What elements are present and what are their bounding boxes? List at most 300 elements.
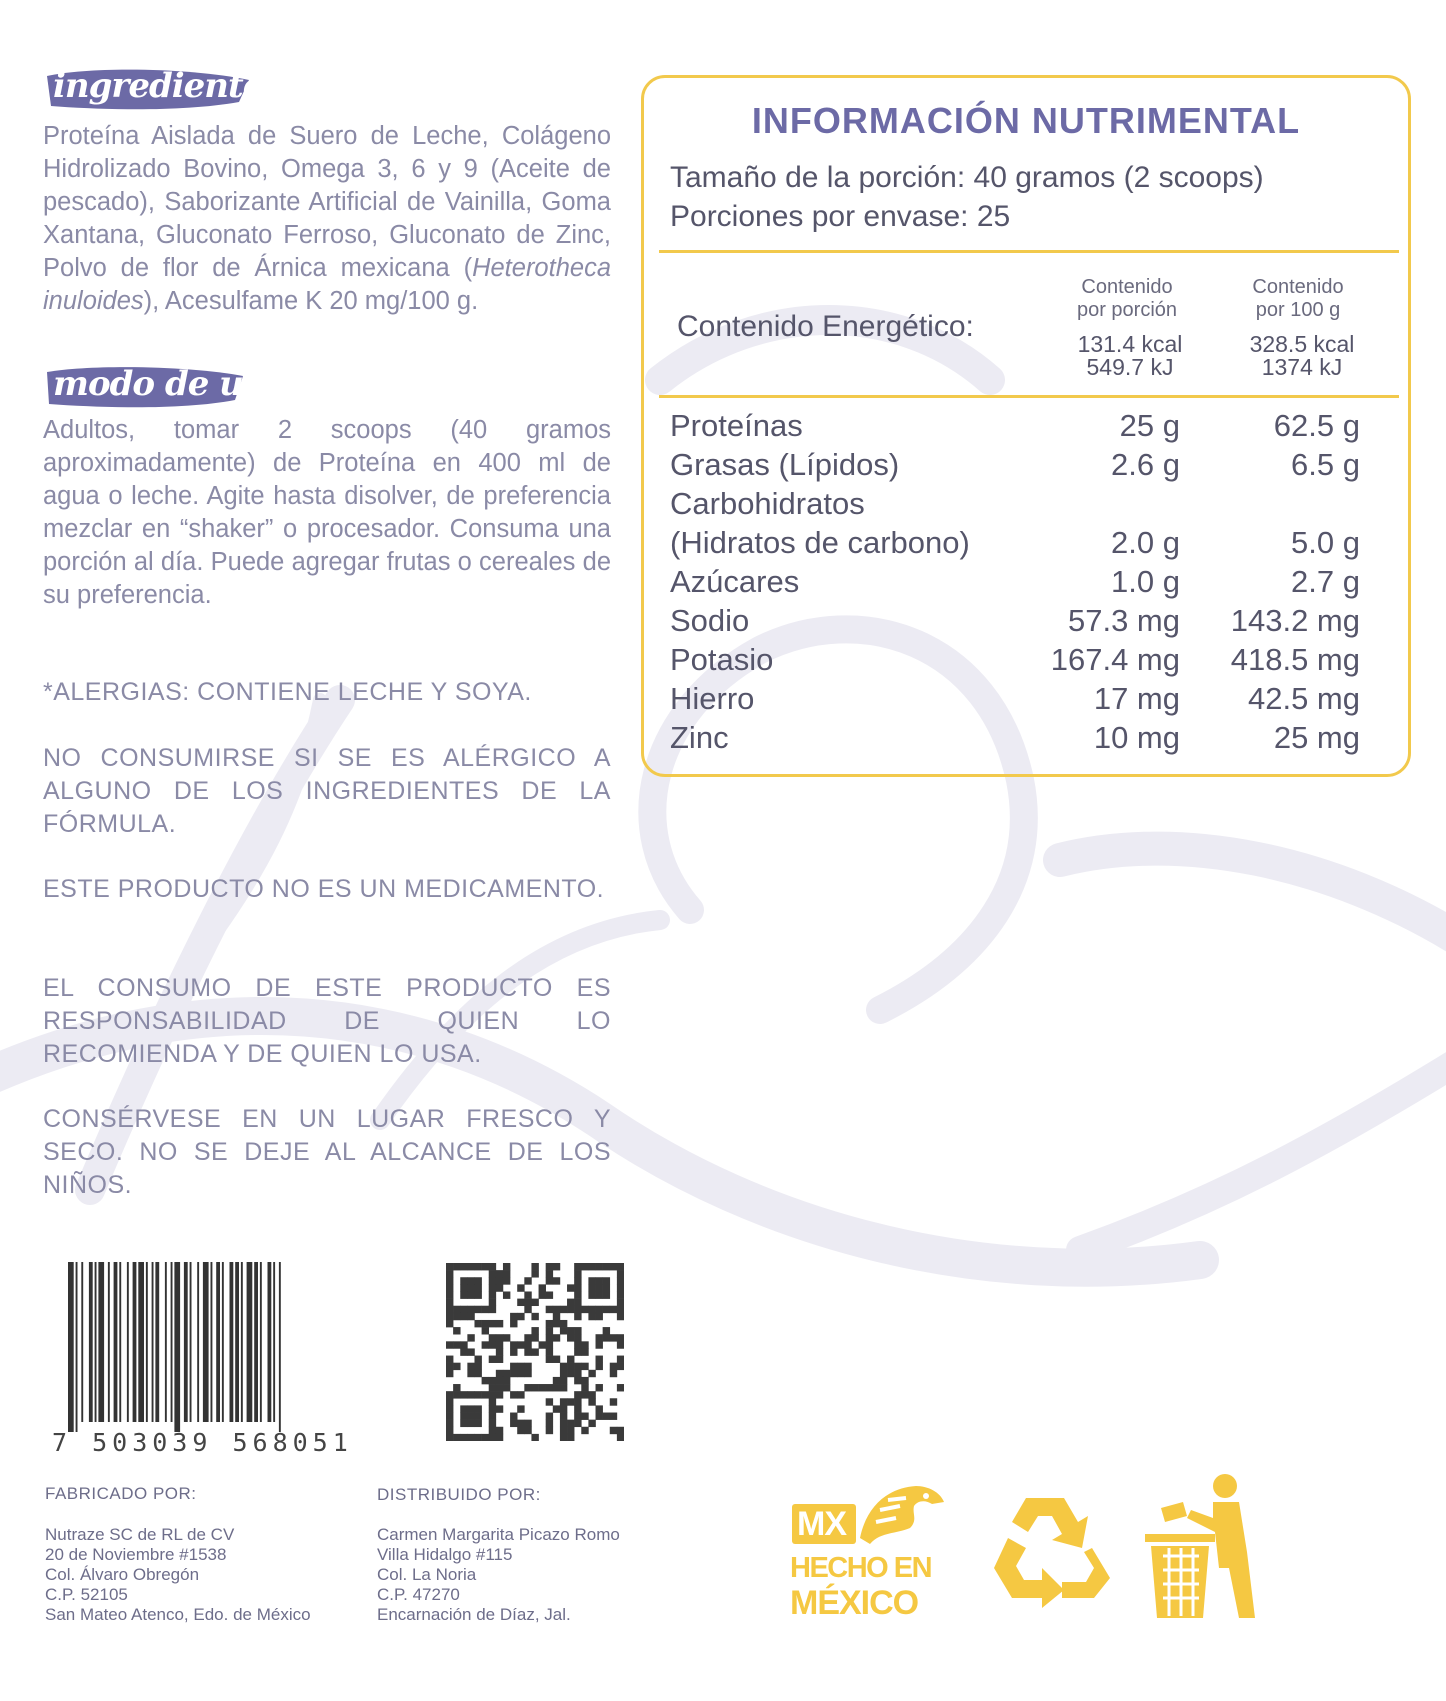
barcode-bar (241, 1262, 243, 1422)
qr-code-icon (446, 1263, 624, 1441)
distributor-line: Villa Hidalgo #115 (377, 1545, 513, 1564)
qr-module (524, 1420, 531, 1427)
qr-module (610, 1398, 617, 1405)
qr-module (560, 1420, 567, 1427)
qr-module (567, 1327, 574, 1334)
barcode-bar (260, 1262, 262, 1422)
qr-module (489, 1277, 496, 1284)
barcode-bar (279, 1262, 281, 1432)
qr-module (510, 1348, 517, 1355)
qr-module (546, 1327, 553, 1334)
qr-module (581, 1348, 588, 1355)
qr-module (574, 1363, 581, 1370)
qr-module (474, 1363, 481, 1370)
qr-module (489, 1405, 496, 1412)
qr-module (588, 1263, 595, 1270)
qr-module (489, 1434, 496, 1441)
qr-module (503, 1334, 510, 1341)
qr-module (531, 1299, 538, 1306)
qr-module (496, 1270, 503, 1277)
qr-module (524, 1334, 531, 1341)
qr-module (460, 1313, 467, 1320)
barcode-bar (197, 1262, 199, 1422)
barcode-bar (133, 1262, 137, 1422)
qr-module (489, 1420, 496, 1427)
qr-module (574, 1263, 581, 1270)
qr-module (453, 1263, 460, 1270)
qr-module (524, 1427, 531, 1434)
col2-header-1: Contenido (1252, 276, 1344, 298)
qr-module (553, 1313, 560, 1320)
qr-module (617, 1356, 624, 1363)
qr-module (489, 1299, 496, 1306)
qr-module (546, 1306, 553, 1313)
col1-kcal: 131.4 kcal (1077, 331, 1183, 357)
qr-module (539, 1341, 546, 1348)
qr-module (574, 1398, 581, 1405)
qr-module (467, 1334, 474, 1341)
qr-module (553, 1277, 560, 1284)
qr-module (467, 1284, 474, 1291)
qr-module (474, 1391, 481, 1398)
qr-module (546, 1420, 553, 1427)
qr-module (531, 1313, 538, 1320)
nutrient-row: Sodio 57.3 mg 143.2 mg (670, 603, 1360, 638)
nutrient-row: Azúcares 1.0 g 2.7 g (670, 564, 1360, 599)
qr-module (496, 1405, 503, 1412)
qr-module (446, 1284, 453, 1291)
barcode-bar (76, 1262, 78, 1432)
qr-module (524, 1363, 531, 1370)
barcode-bar (81, 1262, 83, 1422)
qr-module (574, 1277, 581, 1284)
qr-module (474, 1420, 481, 1427)
qr-module (496, 1341, 503, 1348)
qr-module (610, 1413, 617, 1420)
qr-module (482, 1434, 489, 1441)
qr-module (482, 1263, 489, 1270)
qr-module (574, 1291, 581, 1298)
col1-header-2: por porción (1076, 299, 1178, 321)
qr-module (617, 1270, 624, 1277)
qr-module (574, 1391, 581, 1398)
qr-module (496, 1370, 503, 1377)
qr-module (474, 1356, 481, 1363)
qr-module (610, 1363, 617, 1370)
qr-module (596, 1341, 603, 1348)
qr-module (517, 1363, 524, 1370)
qr-module (496, 1391, 503, 1398)
qr-module (489, 1398, 496, 1405)
qr-module (574, 1341, 581, 1348)
qr-module (467, 1363, 474, 1370)
qr-module (603, 1263, 610, 1270)
manufacturer-line: San Mateo Atenco, Edo. de México (45, 1605, 311, 1624)
manufacturer-line: 20 de Noviembre #1538 (45, 1545, 227, 1564)
qr-module (503, 1370, 510, 1377)
barcode-bar (235, 1262, 239, 1422)
qr-module (588, 1277, 595, 1284)
qr-module (574, 1306, 581, 1313)
qr-module (489, 1263, 496, 1270)
qr-module (567, 1434, 574, 1441)
qr-module (617, 1306, 624, 1313)
barcode-bar (171, 1262, 173, 1422)
qr-module (581, 1363, 588, 1370)
manufacturer-line: Nutraze SC de RL de CV (45, 1525, 235, 1544)
qr-module (617, 1313, 624, 1320)
qr-module (446, 1398, 453, 1405)
qr-module (553, 1263, 560, 1270)
qr-module (496, 1384, 503, 1391)
qr-module (467, 1277, 474, 1284)
qr-module (467, 1348, 474, 1355)
qr-module (489, 1384, 496, 1391)
qr-module (553, 1306, 560, 1313)
qr-module (467, 1263, 474, 1270)
qr-module (510, 1413, 517, 1420)
qr-module (446, 1313, 453, 1320)
qr-module (560, 1405, 567, 1412)
qr-module (489, 1427, 496, 1434)
qr-module (474, 1284, 481, 1291)
usage-heading-text: modo de uso (53, 364, 283, 404)
qr-module (489, 1391, 496, 1398)
qr-module (524, 1341, 531, 1348)
qr-module (567, 1284, 574, 1291)
qr-module (510, 1363, 517, 1370)
qr-module (581, 1263, 588, 1270)
qr-module (524, 1291, 531, 1298)
qr-module (610, 1334, 617, 1341)
barcode-bar (216, 1262, 220, 1422)
qr-module (596, 1313, 603, 1320)
qr-module (553, 1384, 560, 1391)
qr-module (617, 1384, 624, 1391)
qr-module (560, 1427, 567, 1434)
qr-module (460, 1420, 467, 1427)
qr-module (574, 1420, 581, 1427)
qr-module (503, 1277, 510, 1284)
qr-module (482, 1391, 489, 1398)
qr-module (503, 1377, 510, 1384)
warning-allergy: *ALERGIAS: CONTIENE LECHE Y SOYA. (43, 678, 532, 706)
qr-module (524, 1299, 531, 1306)
qr-module (489, 1377, 496, 1384)
qr-module (524, 1348, 531, 1355)
qr-module (517, 1313, 524, 1320)
qr-module (510, 1391, 517, 1398)
qr-module (539, 1284, 546, 1291)
qr-module (524, 1384, 531, 1391)
qr-module (453, 1434, 460, 1441)
qr-module (524, 1306, 531, 1313)
qr-module (489, 1413, 496, 1420)
qr-module (517, 1299, 524, 1306)
qr-module (453, 1327, 460, 1334)
qr-module (560, 1306, 567, 1313)
qr-module (560, 1327, 567, 1334)
qr-module (517, 1405, 524, 1412)
qr-module (531, 1384, 538, 1391)
qr-module (467, 1291, 474, 1298)
qr-module (489, 1306, 496, 1313)
mx-text: MX (797, 1505, 846, 1543)
qr-module (574, 1299, 581, 1306)
barcode-bar (89, 1262, 93, 1422)
qr-module (560, 1384, 567, 1391)
qr-module (610, 1427, 617, 1434)
qr-module (446, 1420, 453, 1427)
qr-module (496, 1348, 503, 1355)
qr-module (517, 1284, 524, 1291)
qr-module (596, 1405, 603, 1412)
qr-module (574, 1327, 581, 1334)
qr-module (496, 1284, 503, 1291)
qr-module (467, 1413, 474, 1420)
usage-text: Adultos, tomar 2 scoops (40 gramos aproximadamente) de Proteína en 400 ml de agua o leche. Agite hasta disolver, de preferencia mezclar en “shaker” o procesador. Consuma una porción al día. Puede agregar frutas o cereales de su preferencia. (43, 416, 611, 609)
ingredients-text: Proteína Aislada de Suero de Leche, Colágeno Hidrolizado Bovino, Omega 3, 6 y 9 (Aceite de pescado), Saborizante Artificial de Vainilla, Goma Xantana, Gluconato Ferroso, Gluconato de Zinc, Polvo de flor de Árnica mexicana (Heterotheca inuloides), Acesulfame K 20 mg/100 g. (43, 122, 611, 315)
nutrient-row: Hierro 17 mg 42.5 mg (670, 681, 1360, 716)
qr-module (467, 1370, 474, 1377)
qr-module (446, 1263, 453, 1270)
qr-module (567, 1306, 574, 1313)
qr-module (446, 1270, 453, 1277)
barcode-bar (152, 1262, 154, 1422)
usage-heading (43, 360, 283, 410)
qr-module (503, 1270, 510, 1277)
qr-module (610, 1263, 617, 1270)
qr-module (467, 1306, 474, 1313)
qr-module (489, 1334, 496, 1341)
qr-module (496, 1320, 503, 1327)
qr-module (446, 1341, 453, 1348)
qr-module (574, 1377, 581, 1384)
warning-storage: CONSÉRVESE EN UN LUGAR FRESCO Y SECO. NO SE DEJE AL ALCANCE DE LOS NIÑOS. (43, 1105, 611, 1199)
barcode-bar (138, 1262, 144, 1422)
qr-module (446, 1391, 453, 1398)
nutrient-row: (Hidratos de carbono) 2.0 g 5.0 g (670, 525, 1360, 560)
qr-module (446, 1427, 453, 1434)
qr-module (467, 1405, 474, 1412)
qr-module (510, 1420, 517, 1427)
qr-module (560, 1320, 567, 1327)
qr-module (588, 1313, 595, 1320)
qr-module (474, 1306, 481, 1313)
qr-module (574, 1284, 581, 1291)
qr-module (453, 1384, 460, 1391)
qr-module (610, 1370, 617, 1377)
qr-module (524, 1370, 531, 1377)
qr-module (546, 1427, 553, 1434)
qr-module (531, 1434, 538, 1441)
qr-module (574, 1334, 581, 1341)
qr-module (453, 1313, 460, 1320)
qr-module (581, 1413, 588, 1420)
barcode-bar (247, 1262, 253, 1422)
nutrition-title: INFORMACIÓN NUTRIMENTAL (751, 100, 1301, 141)
qr-module (596, 1277, 603, 1284)
col2-kcal: 328.5 kcal (1249, 331, 1355, 357)
qr-module (503, 1291, 510, 1298)
qr-module (560, 1370, 567, 1377)
qr-module (546, 1320, 553, 1327)
qr-module (446, 1405, 453, 1412)
qr-module (560, 1363, 567, 1370)
qr-module (560, 1413, 567, 1420)
qr-module (588, 1398, 595, 1405)
qr-module (574, 1270, 581, 1277)
qr-module (482, 1377, 489, 1384)
qr-module (489, 1341, 496, 1348)
qr-module (482, 1320, 489, 1327)
qr-module (467, 1391, 474, 1398)
made-in-text-2: MÉXICO (790, 1584, 919, 1622)
qr-module (496, 1377, 503, 1384)
manufacturer-line: C.P. 52105 (45, 1585, 128, 1604)
manufacturer-line: Col. Álvaro Obregón (45, 1565, 200, 1584)
qr-module (560, 1434, 567, 1441)
qr-module (603, 1413, 610, 1420)
barcode-bar (119, 1262, 121, 1422)
qr-module (617, 1363, 624, 1370)
qr-module (474, 1370, 481, 1377)
nutrient-row: Potasio 167.4 mg 418.5 mg (670, 642, 1360, 677)
qr-module (496, 1334, 503, 1341)
barcode-bar (155, 1262, 159, 1422)
qr-module (596, 1284, 603, 1291)
recycle-icon (982, 1490, 1112, 1608)
qr-module (531, 1327, 538, 1334)
qr-module (482, 1327, 489, 1334)
distributor-line: Carmen Margarita Picazo Romo (377, 1525, 620, 1544)
barcode-bar (190, 1262, 192, 1422)
qr-module (603, 1306, 610, 1313)
qr-module (531, 1334, 538, 1341)
barcode-bar (184, 1262, 188, 1422)
qr-module (510, 1313, 517, 1320)
nutrient-row: Proteínas 25 g 62.5 g (670, 408, 1360, 443)
qr-module (617, 1284, 624, 1291)
distributor-title: DISTRIBUIDO POR: (377, 1485, 541, 1504)
qr-module (581, 1391, 588, 1398)
warning-not-medicine: ESTE PRODUCTO NO ES UN MEDICAMENTO. (43, 875, 605, 903)
qr-module (503, 1384, 510, 1391)
qr-module (574, 1413, 581, 1420)
qr-module (567, 1356, 574, 1363)
col2-header-2: por 100 g (1255, 299, 1341, 321)
qr-module (517, 1427, 524, 1434)
qr-module (617, 1434, 624, 1441)
qr-module (596, 1291, 603, 1298)
qr-module (496, 1427, 503, 1434)
qr-module (546, 1263, 553, 1270)
barcode-bar (68, 1262, 74, 1432)
qr-module (446, 1306, 453, 1313)
qr-module (460, 1391, 467, 1398)
barcode-bar (108, 1262, 110, 1422)
qr-module (581, 1377, 588, 1384)
qr-module (596, 1363, 603, 1370)
qr-module (496, 1356, 503, 1363)
divider (659, 395, 1399, 398)
barcode-number: 7 503039 568051 (52, 1428, 353, 1457)
qr-module (610, 1306, 617, 1313)
qr-module (603, 1334, 610, 1341)
qr-module (539, 1291, 546, 1298)
qr-module (546, 1341, 553, 1348)
qr-module (588, 1284, 595, 1291)
qr-module (553, 1377, 560, 1384)
barcode-bar (222, 1262, 224, 1422)
qr-module (574, 1370, 581, 1377)
barcode-bar (146, 1262, 148, 1422)
eagle-icon (856, 1478, 946, 1548)
qr-module (446, 1370, 453, 1377)
qr-module (603, 1284, 610, 1291)
qr-module (482, 1341, 489, 1348)
qr-module (510, 1370, 517, 1377)
warning-responsibility: EL CONSUMO DE ESTE PRODUCTO ES RESPONSABILIDAD DE QUIEN LO RECOMIENDA Y DE QUIEN LO USA. (43, 974, 611, 1068)
qr-module (596, 1306, 603, 1313)
qr-module (567, 1420, 574, 1427)
qr-module (467, 1313, 474, 1320)
qr-module (546, 1348, 553, 1355)
qr-module (546, 1277, 553, 1284)
qr-module (553, 1320, 560, 1327)
col1-kj: 549.7 kJ (1086, 354, 1174, 380)
barcode-bar (114, 1262, 118, 1422)
qr-module (496, 1277, 503, 1284)
qr-module (546, 1398, 553, 1405)
qr-module (617, 1334, 624, 1341)
col2-kj: 1374 kJ (1261, 354, 1343, 380)
qr-module (531, 1270, 538, 1277)
qr-module (546, 1291, 553, 1298)
qr-module (553, 1405, 560, 1412)
made-in-mexico-badge (788, 1478, 938, 1622)
qr-module (574, 1348, 581, 1355)
qr-module (510, 1320, 517, 1327)
qr-module (460, 1348, 467, 1355)
qr-module (460, 1277, 467, 1284)
qr-module (596, 1263, 603, 1270)
qr-module (588, 1420, 595, 1427)
qr-module (581, 1341, 588, 1348)
dispose-trash-icon (1143, 1472, 1263, 1622)
barcode-bar (268, 1262, 272, 1422)
servings-per-container: Porciones por envase: 25 (670, 200, 1011, 233)
qr-module (467, 1434, 474, 1441)
qr-module (517, 1420, 524, 1427)
qr-module (567, 1334, 574, 1341)
qr-module (460, 1284, 467, 1291)
qr-module (531, 1263, 538, 1270)
qr-module (567, 1370, 574, 1377)
qr-module (588, 1391, 595, 1398)
qr-module (446, 1291, 453, 1298)
qr-module (474, 1277, 481, 1284)
qr-module (617, 1291, 624, 1298)
qr-module (596, 1384, 603, 1391)
qr-module (489, 1356, 496, 1363)
qr-module (617, 1277, 624, 1284)
warning-allergic: NO CONSUMIRSE SI SE ES ALÉRGICO A ALGUNO DE LOS INGREDIENTES DE LA FÓRMULA. (43, 744, 611, 838)
barcode-bar (273, 1262, 275, 1422)
qr-module (596, 1334, 603, 1341)
qr-module (489, 1284, 496, 1291)
qr-module (617, 1427, 624, 1434)
